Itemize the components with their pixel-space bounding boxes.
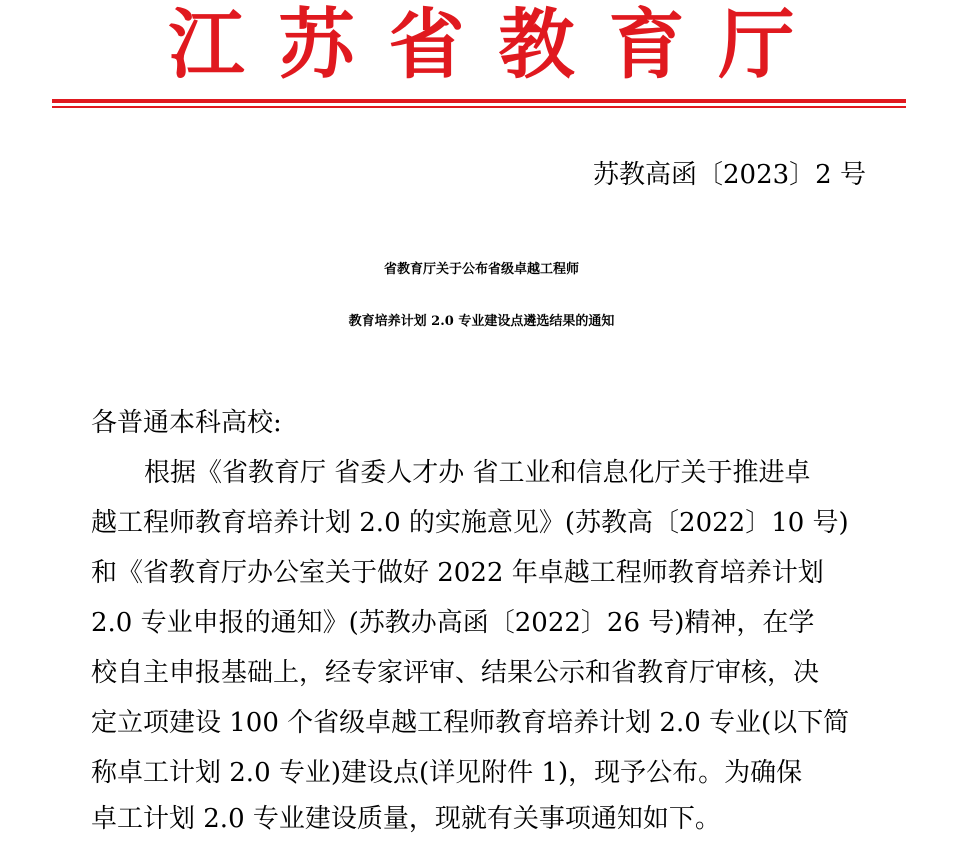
document-number: 苏教高函〔2023〕2 号 [593,160,866,190]
document-title-line-2: 教育培养计划 2.0 专业建设点遴选结果的通知 [348,314,615,329]
masthead-red-rule-thin [52,106,906,108]
body-line-8: 卓工计划 2.0 专业建设质量，现就有关事项通知如下。 [91,804,721,834]
body-line-1: 根据《省教育厅 省委人才办 省工业和信息化厅关于推进卓 [144,458,811,488]
masthead-org-name: 江苏省教育厅 [168,0,829,89]
body-line-3: 和《省教育厅办公室关于做好 2022 年卓越工程师教育培养计划 [91,558,824,588]
masthead-red-rule-thick [52,99,906,103]
body-line-4: 2.0 专业申报的通知》(苏教办高函〔2022〕26 号)精神，在学 [91,608,815,638]
body-line-5: 校自主申报基础上，经专家评审、结果公示和省教育厅审核，决 [91,658,820,688]
body-line-6: 定立项建设 100 个省级卓越工程师教育培养计划 2.0 专业(以下简 [91,708,850,738]
body-line-7: 称卓工计划 2.0 专业)建设点(详见附件 1)，现予公布。为确保 [91,758,803,788]
salutation: 各普通本科高校: [91,408,282,438]
document-title-line-1: 省教育厅关于公布省级卓越工程师 [383,262,579,277]
body-line-2: 越工程师教育培养计划 2.0 的实施意见》(苏教高〔2022〕10 号) [91,508,849,538]
